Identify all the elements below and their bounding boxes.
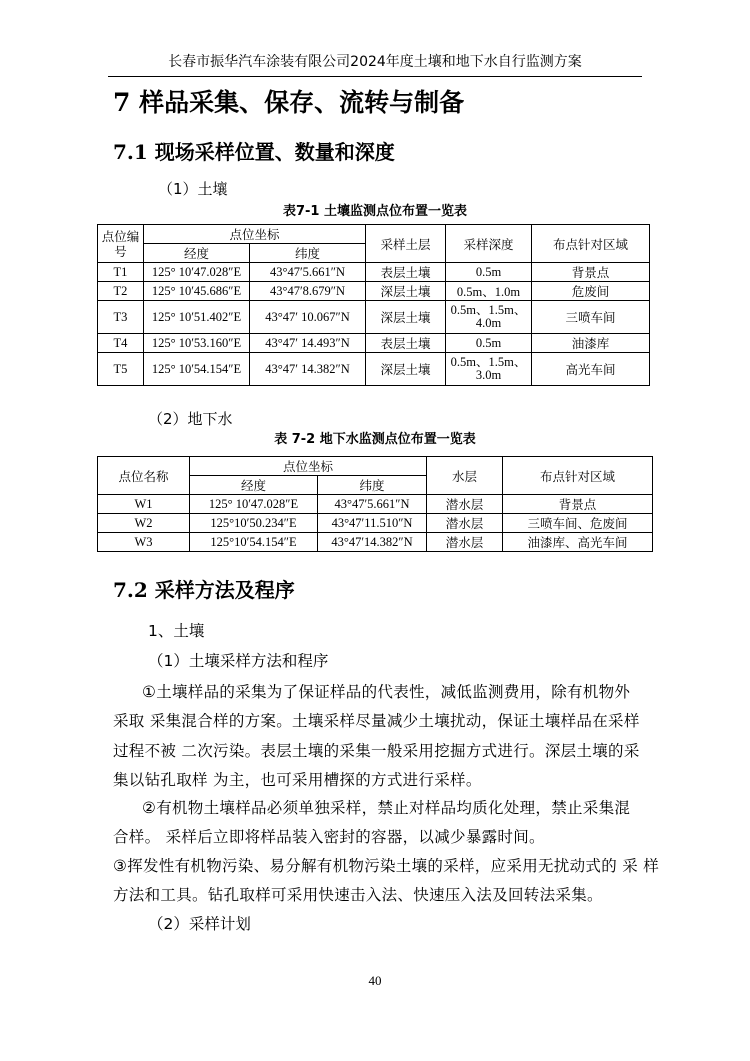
page-header: 长春市振华汽车涂装有限公司2024年度土壤和地下水自行监测方案 xyxy=(168,54,582,70)
soil-layer: 表层土壤 xyxy=(366,334,446,353)
target-area: 油漆库、高光车间 xyxy=(503,533,653,552)
longitude: 125° 10′47.028″E xyxy=(144,263,250,282)
header-lon: 经度 xyxy=(144,244,250,263)
soil-layer: 深层土壤 xyxy=(366,353,446,386)
point-id: W1 xyxy=(98,495,190,514)
water-layer: 潜水层 xyxy=(427,533,503,552)
section-7-1-heading: 7.1 现场采样位置、数量和深度 xyxy=(113,140,395,164)
header-lat: 纬度 xyxy=(250,244,366,263)
longitude: 125° 10′53.160″E xyxy=(144,334,250,353)
table-row xyxy=(98,514,653,533)
table-row xyxy=(98,301,650,334)
soil-layer: 深层土壤 xyxy=(366,282,446,301)
latitude: 43°47′8.679″N xyxy=(250,282,366,301)
header-point-name: 点位名称 xyxy=(98,457,190,495)
longitude: 125°10′54.154″E xyxy=(190,533,318,552)
sample-depth: 0.5m、1.0m xyxy=(446,282,532,301)
soil-layer: 深层土壤 xyxy=(366,301,446,334)
table-row xyxy=(98,282,650,301)
header-lat: 纬度 xyxy=(318,476,427,495)
header-point-no: 点位编号 xyxy=(98,225,144,263)
water-layer: 潜水层 xyxy=(427,514,503,533)
table-7-1-caption: 表7-1 土壤监测点位布置一览表 xyxy=(282,204,467,219)
item-soil: 1、土壤 xyxy=(148,622,205,640)
soil-method-subheading: （1）土壤采样方法和程序 xyxy=(148,652,329,670)
latitude: 43°47′ 10.067″N xyxy=(250,301,366,334)
longitude: 125°10′50.234″E xyxy=(190,514,318,533)
longitude: 125° 10′45.686″E xyxy=(144,282,250,301)
table-7-2-caption: 表 7-2 地下水监测点位布置一览表 xyxy=(274,432,476,447)
section-7-heading: 7 样品采集、保存、流转与制备 xyxy=(113,88,465,117)
table-row xyxy=(98,334,650,353)
point-id: T2 xyxy=(98,282,144,301)
sample-depth: 0.5m、1.5m、3.0m xyxy=(446,353,532,386)
latitude: 43°47′14.382″N xyxy=(318,533,427,552)
section-7-2-heading: 7.2 采样方法及程序 xyxy=(113,578,295,602)
header-lon: 经度 xyxy=(190,476,318,495)
sample-depth: 0.5m、1.5m、4.0m xyxy=(446,301,532,334)
latitude: 43°47′5.661″N xyxy=(250,263,366,282)
header-coords: 点位坐标 xyxy=(144,225,366,244)
table-row xyxy=(98,533,653,552)
longitude: 125° 10′54.154″E xyxy=(144,353,250,386)
sample-depth: 0.5m xyxy=(446,334,532,353)
point-id: T4 xyxy=(98,334,144,353)
sample-depth: 0.5m xyxy=(446,263,532,282)
paragraph-soil-sampling: ①土壤样品的采集为了保证样品的代表性，减低监测费用，除有机物外采取 采集混合样的方案。土壤采样尽量减少土壤扰动，保证土壤样品在采样过程不被 二次污染。表层土壤的采集一般采用挖掘方式进行。深层土壤的采集以钻孔取样 为主，也可采用槽探的方式进行采样。 xyxy=(113,683,640,789)
latitude: 43°47′ 14.382″N xyxy=(250,353,366,386)
point-id: T1 xyxy=(98,263,144,282)
soil-subheading: （1）土壤 xyxy=(158,180,228,198)
header-area: 布点针对区域 xyxy=(532,225,650,263)
latitude: 43°47′11.510″N xyxy=(318,514,427,533)
longitude: 125° 10′51.402″E xyxy=(144,301,250,334)
latitude: 43°47′5.661″N xyxy=(318,495,427,514)
target-area: 危废间 xyxy=(532,282,650,301)
target-area: 高光车间 xyxy=(532,353,650,386)
groundwater-subheading: （2）地下水 xyxy=(148,410,233,428)
target-area: 油漆库 xyxy=(532,334,650,353)
point-id: T3 xyxy=(98,301,144,334)
point-id: W3 xyxy=(98,533,190,552)
longitude: 125° 10′47.028″E xyxy=(190,495,318,514)
header-layer: 采样土层 xyxy=(366,225,446,263)
target-area: 背景点 xyxy=(532,263,650,282)
header-depth: 采样深度 xyxy=(446,225,532,263)
target-area: 三喷车间、危废间 xyxy=(503,514,653,533)
soil-layer: 表层土壤 xyxy=(366,263,446,282)
table-row xyxy=(98,353,650,386)
paragraph-volatile-line2: 方法和工具。钻孔取样可采用快速击入法、快速压入法及回转法采集。 xyxy=(113,886,603,904)
paragraph-volatile-line1: ③挥发性有机物污染、易分解有机物污染土壤的采样，应采用无扰动式的 采 样 xyxy=(113,857,660,875)
point-id: W2 xyxy=(98,514,190,533)
header-coords: 点位坐标 xyxy=(190,457,427,476)
water-layer: 潜水层 xyxy=(427,495,503,514)
latitude: 43°47′ 14.493″N xyxy=(250,334,366,353)
header-divider xyxy=(108,76,642,77)
target-area: 三喷车间 xyxy=(532,301,650,334)
point-id: T5 xyxy=(98,353,144,386)
soil-monitoring-table xyxy=(97,224,650,386)
table-row xyxy=(98,495,653,514)
sampling-plan-subheading: （2）采样计划 xyxy=(148,915,251,933)
paragraph-organic-sampling: ②有机物土壤样品必须单独采样，禁止对样品均质化处理，禁止采集混合样。 采样后立即将样品装入密封的容器，以减少暴露时间。 xyxy=(113,799,631,847)
target-area: 背景点 xyxy=(503,495,653,514)
groundwater-monitoring-table xyxy=(97,456,653,552)
page-number: 40 xyxy=(368,973,382,988)
header-water-layer: 水层 xyxy=(427,457,503,495)
table-row xyxy=(98,263,650,282)
header-area: 布点针对区域 xyxy=(503,457,653,495)
